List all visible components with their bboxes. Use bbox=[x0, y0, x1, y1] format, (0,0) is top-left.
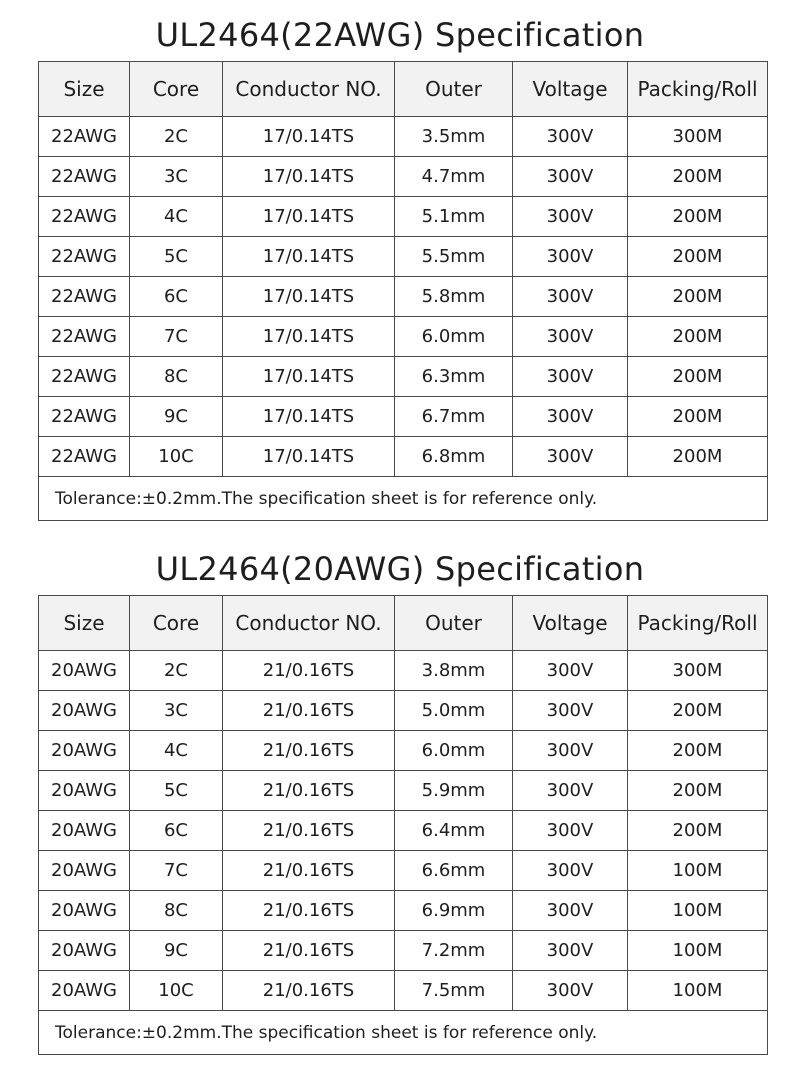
table-body bbox=[39, 651, 768, 1055]
table-cell: 200M bbox=[628, 771, 768, 811]
column-header: Packing/Roll bbox=[628, 596, 768, 651]
table-cell: 300V bbox=[513, 237, 628, 277]
table-row bbox=[39, 117, 768, 157]
note-row bbox=[39, 477, 768, 521]
table-cell: 21/0.16TS bbox=[223, 731, 395, 771]
table-cell: 300V bbox=[513, 971, 628, 1011]
table-cell: 3C bbox=[130, 691, 223, 731]
table-cell: 21/0.16TS bbox=[223, 771, 395, 811]
table-cell: 20AWG bbox=[39, 651, 130, 691]
table-row bbox=[39, 851, 768, 891]
table-cell: 20AWG bbox=[39, 891, 130, 931]
table-cell: 300V bbox=[513, 437, 628, 477]
table-body bbox=[39, 117, 768, 521]
table-row bbox=[39, 971, 768, 1011]
table-row bbox=[39, 357, 768, 397]
table-row bbox=[39, 691, 768, 731]
table-cell: 21/0.16TS bbox=[223, 891, 395, 931]
table-cell: 22AWG bbox=[39, 117, 130, 157]
table-row bbox=[39, 771, 768, 811]
table-row bbox=[39, 437, 768, 477]
table-cell: 17/0.14TS bbox=[223, 237, 395, 277]
table-cell: 300V bbox=[513, 771, 628, 811]
table-row bbox=[39, 651, 768, 691]
table-cell: 300V bbox=[513, 397, 628, 437]
table-cell: 10C bbox=[130, 971, 223, 1011]
table-cell: 100M bbox=[628, 851, 768, 891]
note-row bbox=[39, 1011, 768, 1055]
table-cell: 4C bbox=[130, 197, 223, 237]
table-cell: 200M bbox=[628, 237, 768, 277]
table-cell: 6.9mm bbox=[395, 891, 513, 931]
table-cell: 22AWG bbox=[39, 357, 130, 397]
table-cell: 20AWG bbox=[39, 691, 130, 731]
table-cell: 300V bbox=[513, 317, 628, 357]
table-row bbox=[39, 317, 768, 357]
table-cell: 200M bbox=[628, 197, 768, 237]
table-cell: 7.2mm bbox=[395, 931, 513, 971]
table-cell: 100M bbox=[628, 931, 768, 971]
table-cell: 21/0.16TS bbox=[223, 931, 395, 971]
table-row bbox=[39, 157, 768, 197]
table-cell: 6.0mm bbox=[395, 317, 513, 357]
table-cell: 22AWG bbox=[39, 397, 130, 437]
table-cell: 200M bbox=[628, 811, 768, 851]
table-cell: 5.1mm bbox=[395, 197, 513, 237]
table-cell: 22AWG bbox=[39, 437, 130, 477]
column-header: Voltage bbox=[513, 596, 628, 651]
column-header: Outer bbox=[395, 62, 513, 117]
table-cell: 21/0.16TS bbox=[223, 971, 395, 1011]
table-row bbox=[39, 731, 768, 771]
table-cell: 5.8mm bbox=[395, 277, 513, 317]
table-cell: 200M bbox=[628, 731, 768, 771]
column-header: Conductor NO. bbox=[223, 596, 395, 651]
table-cell: 3.8mm bbox=[395, 651, 513, 691]
table-row bbox=[39, 237, 768, 277]
table-cell: 200M bbox=[628, 357, 768, 397]
table-cell: 7.5mm bbox=[395, 971, 513, 1011]
table-cell: 200M bbox=[628, 317, 768, 357]
table-cell: 300M bbox=[628, 117, 768, 157]
table-cell: 9C bbox=[130, 397, 223, 437]
table-cell: 17/0.14TS bbox=[223, 277, 395, 317]
table-cell: 200M bbox=[628, 277, 768, 317]
table-cell: 21/0.16TS bbox=[223, 811, 395, 851]
column-header: Size bbox=[39, 62, 130, 117]
table-cell: 17/0.14TS bbox=[223, 397, 395, 437]
tolerance-note: Tolerance:±0.2mm.The specification sheet is for reference only. bbox=[39, 1011, 768, 1055]
table-cell: 5C bbox=[130, 237, 223, 277]
table-cell: 300V bbox=[513, 277, 628, 317]
table-cell: 21/0.16TS bbox=[223, 691, 395, 731]
table-cell: 22AWG bbox=[39, 157, 130, 197]
table-cell: 300V bbox=[513, 851, 628, 891]
table-cell: 2C bbox=[130, 117, 223, 157]
table-cell: 20AWG bbox=[39, 851, 130, 891]
table-cell: 6.0mm bbox=[395, 731, 513, 771]
column-header: Outer bbox=[395, 596, 513, 651]
tolerance-note: Tolerance:±0.2mm.The specification sheet is for reference only. bbox=[39, 477, 768, 521]
table-cell: 7C bbox=[130, 851, 223, 891]
table-row bbox=[39, 931, 768, 971]
table-cell: 21/0.16TS bbox=[223, 851, 395, 891]
table-cell: 10C bbox=[130, 437, 223, 477]
table-cell: 300V bbox=[513, 357, 628, 397]
table-row bbox=[39, 891, 768, 931]
table-cell: 21/0.16TS bbox=[223, 651, 395, 691]
table-header bbox=[39, 62, 768, 117]
table-cell: 20AWG bbox=[39, 731, 130, 771]
column-header: Core bbox=[130, 596, 223, 651]
table-cell: 5.9mm bbox=[395, 771, 513, 811]
table-cell: 200M bbox=[628, 157, 768, 197]
table-cell: 300V bbox=[513, 891, 628, 931]
table-cell: 5.5mm bbox=[395, 237, 513, 277]
table-cell: 200M bbox=[628, 437, 768, 477]
table-cell: 20AWG bbox=[39, 971, 130, 1011]
table-row bbox=[39, 277, 768, 317]
column-header: Conductor NO. bbox=[223, 62, 395, 117]
table-cell: 6.7mm bbox=[395, 397, 513, 437]
column-header: Packing/Roll bbox=[628, 62, 768, 117]
table-cell: 3C bbox=[130, 157, 223, 197]
table-header bbox=[39, 596, 768, 651]
table-cell: 5.0mm bbox=[395, 691, 513, 731]
table-cell: 22AWG bbox=[39, 237, 130, 277]
table-cell: 4.7mm bbox=[395, 157, 513, 197]
table-cell: 6.4mm bbox=[395, 811, 513, 851]
table-row bbox=[39, 197, 768, 237]
column-header: Voltage bbox=[513, 62, 628, 117]
column-header: Core bbox=[130, 62, 223, 117]
table-cell: 8C bbox=[130, 357, 223, 397]
table-cell: 6C bbox=[130, 277, 223, 317]
table-row bbox=[39, 811, 768, 851]
table-cell: 300V bbox=[513, 651, 628, 691]
table-cell: 17/0.14TS bbox=[223, 117, 395, 157]
table-cell: 300V bbox=[513, 117, 628, 157]
table-cell: 6.3mm bbox=[395, 357, 513, 397]
table-cell: 200M bbox=[628, 691, 768, 731]
table-cell: 20AWG bbox=[39, 811, 130, 851]
table-cell: 17/0.14TS bbox=[223, 357, 395, 397]
header-row bbox=[39, 62, 768, 117]
column-header: Size bbox=[39, 596, 130, 651]
table-cell: 2C bbox=[130, 651, 223, 691]
table-cell: 20AWG bbox=[39, 931, 130, 971]
table-cell: 22AWG bbox=[39, 197, 130, 237]
table-cell: 8C bbox=[130, 891, 223, 931]
table-cell: 7C bbox=[130, 317, 223, 357]
table-cell: 6C bbox=[130, 811, 223, 851]
table-cell: 6.6mm bbox=[395, 851, 513, 891]
table-cell: 17/0.14TS bbox=[223, 317, 395, 357]
table-cell: 20AWG bbox=[39, 771, 130, 811]
table-cell: 300M bbox=[628, 651, 768, 691]
table-cell: 22AWG bbox=[39, 277, 130, 317]
table-cell: 300V bbox=[513, 691, 628, 731]
table-cell: 300V bbox=[513, 157, 628, 197]
table-cell: 17/0.14TS bbox=[223, 197, 395, 237]
table-cell: 300V bbox=[513, 811, 628, 851]
table-cell: 200M bbox=[628, 397, 768, 437]
table-cell: 22AWG bbox=[39, 317, 130, 357]
spec-title-20awg: UL2464(20AWG) Specification bbox=[155, 550, 645, 588]
table-cell: 100M bbox=[628, 971, 768, 1011]
header-row bbox=[39, 596, 768, 651]
table-cell: 4C bbox=[130, 731, 223, 771]
table-row bbox=[39, 397, 768, 437]
table-cell: 100M bbox=[628, 891, 768, 931]
table-cell: 17/0.14TS bbox=[223, 157, 395, 197]
table-cell: 6.8mm bbox=[395, 437, 513, 477]
spec-table-20awg bbox=[38, 595, 768, 1055]
table-cell: 3.5mm bbox=[395, 117, 513, 157]
table-cell: 300V bbox=[513, 931, 628, 971]
spec-title-22awg: UL2464(22AWG) Specification bbox=[155, 16, 645, 54]
table-cell: 300V bbox=[513, 731, 628, 771]
spec-table-22awg bbox=[38, 61, 768, 521]
table-cell: 300V bbox=[513, 197, 628, 237]
table-cell: 5C bbox=[130, 771, 223, 811]
table-cell: 9C bbox=[130, 931, 223, 971]
table-cell: 17/0.14TS bbox=[223, 437, 395, 477]
